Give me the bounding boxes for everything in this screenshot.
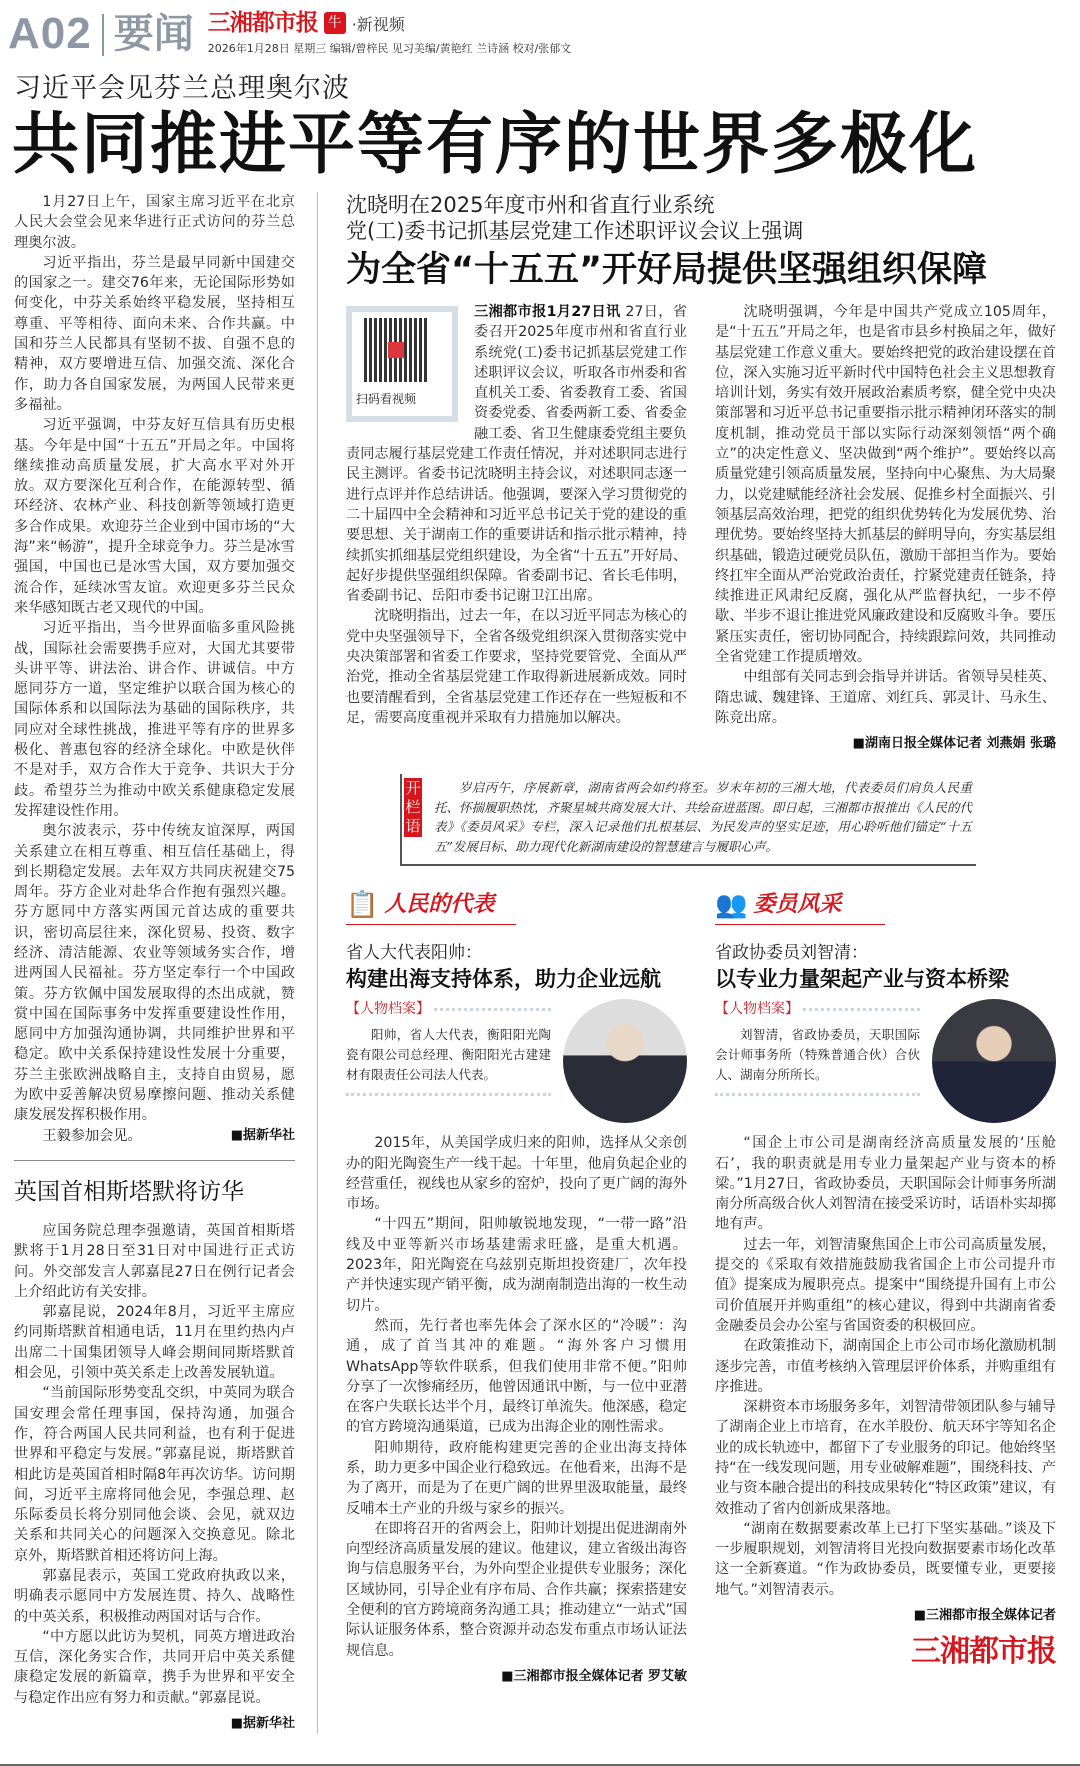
dossier-tag-row: [346, 999, 551, 1019]
app-name: ·新视频: [351, 14, 405, 34]
party-article-body: [346, 302, 1056, 728]
paragraph: 应国务院总理李强邀请，英国首相斯塔默将于1月28日至31日对中国进行正式访问。外交部发言人郭嘉昆27日在例行记者会上介绍此访有关安排。: [14, 1222, 295, 1300]
paragraph: “中方愿以此访为契机，同英方增进政治互信，深化务实合作，共同开启中英关系健康稳定发展的新篇章，携手为世界和平安全与稳定作出应有努力和贡献。”郭嘉昆说。: [14, 1628, 295, 1706]
right-area: [346, 192, 1056, 1687]
profile-headline: 以专业力量架起产业与资本桥梁: [715, 967, 1009, 992]
column-header-member: [715, 888, 885, 925]
deputy-article-body: [346, 1133, 687, 1661]
paragraph: 郭嘉昆说，2024年8月，习近平主席应约同斯塔默首相通电话，11月在里约热内卢出席二十国集团领导人峰会期间同斯塔默首相会见，引领中英关系走上改善发展轨道。: [14, 1304, 295, 1382]
paragraph: 在政策推动下，湖南国企上市公司市场化激励机制逐步完善，市值考核纳入管理层评价体系，并购重组有序推进。: [715, 1338, 1056, 1395]
paragraph: 习近平指出，芬兰是最早同新中国建交的国家之一。建交76年来，无论国际形势如何变化，中芬关系始终平稳发展，坚持相互尊重、平等相待、面向未来、合作共赢。中国和芬兰人民都具有坚韧不拔、自强不息的精神，双方要增进互信、加强交流、深化合作，助力各自国家发展，为两国人民带来更多福祉。: [14, 254, 295, 413]
paragraph: 在即将召开的省两会上，阳帅计划提出促进湖南外向型经济高质量发展的建议。他建议，建立省级出海咨询与信息服务平台，为外向型企业提供专业服务；深化区域协同，引导企业有序布局、合作共赢；探索搭建安全便利的官方跨境商务沟通工具；推动建立“一站式”国际认证服务体系，整合资源并动态发布重点市场认证法规信息。: [346, 1520, 688, 1659]
party-subtitle: 沈晓明在2025年度市州和省直行业系统: [346, 193, 715, 217]
paragraph: 深耕资本市场服务多年，刘智清带领团队参与辅导了湖南企业上市培育，在水羊股份、航天环宇等知名企业的成长轨迹中，都留下了专业服务的印记。他始终坚持“在一线发现问题，用专业破解难题”，围绕科技、产业与资本融合提出的科技成果转化“特区政策”建议，有效推动了省内创新成果落地。: [715, 1399, 1057, 1517]
paragraph: “当前国际形势变乱交织，中英同为联合国安理会常任理事国，保持沟通，加强合作，符合两国人民共同利益，也有利于促进世界和平稳定与发展。”郭嘉昆说，斯塔默首相此访是英国首相时隔8年再次访华。访问期间，习近平主席将同他会见，李强总理、赵乐际委员长将分别同他会谈、会见，就双边关系和共同关心的问题深入交换意见。除北京外，斯塔默首相还将访问上海。: [14, 1385, 295, 1564]
paragraph: 27日，省委召开2025年度市州和省直行业系统党(工)委书记抓基层党建工作述职评议会议，听取各市州委和省直机关工委、省委教育工委、省国资委党委、省委两新工委、省委金融工委、省卫生健康委党组主要负责同志履行基层党建工作责任情况，并对述职同志进行民主测评。省委书记沈晓明主持会议，对述职同志逐一进行点评并作总结讲话。他强调，要深入学习贯彻党的二十届四中全会精神和习近平总书记关于党的建设的重要思想、关于湖南工作的重要讲话和指示批示精神，持续抓实抓细基层党组织建设，为全省“十五五”开好局、起好步提供坚强组织保障。省委副书记、省长毛伟明，省委副书记、岳阳市委书记谢卫江出席。: [346, 304, 688, 605]
paragraph: 过去一年，刘智清聚焦国企上市公司高质量发展，提交的《采取有效措施鼓励我省国企上市公司提升市值》提案成为履职亮点。提案中“围绕提升国有上市公司价值展开并购重组”的核心建议，得到中共湖南省委金融委员会办公室与省国资委的积极回应。: [715, 1236, 1056, 1334]
dotted-rule: [434, 1008, 551, 1011]
profile-subtitle: 省人大代表阳帅：: [346, 943, 482, 964]
dossier-row: [346, 999, 687, 1123]
paragraph: 奥尔波表示，芬中传统友谊深厚，两国关系建立在相互尊重、相互信任基础上，得到长期稳定发展。去年双方共同庆祝建交75周年。芬方企业对赴华合作抱有强烈兴趣。芬方愿同中方落实两国元首达成的重要共识，密切高层往来，深化贸易、投资、数字经济、清洁能源、农业等领域务实合作，增进两国人民福祉。芬方坚定奉行一个中国政策。芬方钦佩中国发展取得的杰出成就，赞赏中国在国际事务中发挥重要建设性作用，愿同中方加强沟通协调，共同维护世界和平稳定。欧中关系保持建设性发展十分重要，芬兰主张欧洲战略自主，支持自由贸易，愿为欧中妥善解决贸易摩擦问题、推动关系健康发展发挥积极作用。: [14, 823, 295, 1124]
uk-article-body: [14, 1221, 295, 1708]
brand-block: [208, 10, 572, 56]
column-header-deputy: [346, 888, 516, 925]
dossier-row: [715, 999, 1056, 1123]
page-number: A02: [8, 9, 92, 58]
column-intro-box: [400, 774, 976, 866]
header-divider: [102, 14, 104, 56]
paragraph: 王毅参加会见。: [42, 1127, 142, 1144]
article-divider: [14, 1160, 295, 1161]
source-credit: ■据新华社: [230, 1127, 295, 1143]
party-headline: 为全省“十五五”开好局提供坚强组织保障: [346, 250, 988, 290]
paragraph: 中组部有关同志到会指导并讲话。省领导吴桂英、隋忠诚、魏建锋、王道席、刘红兵、郭灵计、马永生、陈竞出席。: [715, 669, 1056, 726]
paragraph: 阳帅期待，政府能构建更完善的企业出海支持体系，助力更多中国企业行稳致远。在他看来，出海不是为了离开，而是为了在更广阔的世界里汲取能量，最终反哺本土产业的升级与家乡的振兴。: [346, 1439, 687, 1517]
lead-kicker: 习近平会见芬兰总理奥尔波: [14, 73, 350, 104]
deputy-photo: [563, 999, 687, 1123]
party-byline: ■湖南日报全媒体记者 刘燕娟 张璐: [852, 736, 1056, 752]
uk-article-title: 英国首相斯塔默将访华: [14, 1178, 244, 1205]
lead-closing: [14, 1126, 295, 1146]
dossier-text: 刘智清，省政协委员，天职国际会计师事务所（特殊普通合伙）合伙人、湖南分所所长。: [715, 1027, 920, 1083]
left-column: [14, 192, 318, 1734]
party-subtitle: 党(工)委书记抓基层党建工作述职评议会议上强调: [346, 219, 804, 243]
dateline: 2026年1月28日 星期三 编辑/曾梓民 见习美编/黄艳红 兰诗涵 校对/张郁文: [207, 42, 572, 55]
dossier-tag-row: [715, 999, 920, 1019]
profile-headline: 构建出海支持体系，助力企业远航: [346, 967, 661, 992]
app-logo-icon: 牛: [324, 12, 346, 34]
brand-row: [208, 10, 572, 36]
dotted-rule: [803, 1008, 920, 1011]
deputy-profile: [346, 888, 687, 1687]
lead-article-body: [14, 192, 295, 1126]
column-title: 人民的代表: [384, 892, 495, 918]
paragraph: “湖南在数据要素改革上已打下坚实基础。”谈及下一步履职规划，刘智清将目光投向数据要素市场化改革这一全新赛道。“作为政协委员，既要懂专业，更要接地气。”刘智清表示。: [715, 1520, 1056, 1598]
page-main: [0, 192, 1080, 1764]
member-byline: ■三湘都市报全媒体记者: [913, 1608, 1056, 1624]
qr-code-icon[interactable]: [364, 318, 428, 382]
dossier-box: [715, 999, 920, 1096]
paragraph: 2015年，从美国学成归来的阳帅，选择从父亲创办的阳光陶瓷生产一线干起。十年里，他肩负起企业的经营重任，视线也从家乡的窑炉，投向了更广阔的海外市场。: [346, 1135, 687, 1213]
paragraph: “国企上市公司是湖南经济高质量发展的‘压舱石’，我的职责就是用专业力量架起产业与资本的桥梁。”1月27日，省政协委员，天职国际会计师事务所湖南分所高级合伙人刘智清在接受采访时，话语朴实却掷地有声。: [715, 1135, 1056, 1233]
column-intro-label: 开栏语: [405, 779, 421, 836]
section-name: 要闻: [113, 11, 194, 57]
profile-subtitle: 省政协委员刘智清：: [715, 943, 868, 964]
column-title: 委员风采: [753, 892, 842, 918]
member-profile: [715, 888, 1056, 1687]
paragraph: “十四五”期间，阳帅敏锐地发现，“一带一路”沿线及中亚等新兴市场基建需求旺盛，是重大机遇。2023年，阳光陶瓷在乌兹别克斯坦投资建厂，次年投产并快速实现产销平衡，成为湖南制造出海的一枚生动切片。: [346, 1216, 687, 1314]
qr-code-box[interactable]: [346, 306, 458, 422]
dossier-tag: 【人物档案】: [715, 1001, 799, 1018]
paragraph: 习近平强调，中芬友好互信具有历史根基。今年是中国“十五五”开局之年。中国将继续推动高质量发展，扩大高水平对外开放。双方要深化互利合作，在能源转型、循环经济、农林产业、科技创新等领域打造更多合作成果。欢迎芬兰企业到中国市场的“大海”来“畅游”，提升全球竞争力。芬兰是冰雪强国，中国也已是冰雪大国，双方要加强交流合作，延续冰雪友谊。欢迎更多芬兰民众来华感知既古老又现代的中国。: [14, 417, 295, 616]
member-photo: [932, 999, 1056, 1123]
paragraph: 沈晓明强调，今年是中国共产党成立105周年，是“十五五”开局之年，也是省市县乡村换届之年，做好基层党建工作意义重大。要始终把党的政治建设摆在首位，深入实施习近平新时代中国特色社会主义思想教育培训计划，务实有效开展政治素质考察，健全党中央决策部署和习近平总书记重要指示批示精神闭环落实的制度机制，推动党员干部以实际行动深刻领悟“两个确立”的决定性意义、坚决做到“两个维护”。要始终以高质量党建引领高质量发展，坚持向中心聚焦、为大局聚力，以党建赋能经济社会发展、促推乡村全面振兴、引领基层高效治理，把党的组织优势转化为发展优势、治理优势。要始终坚持大抓基层的鲜明导向，夯实基层组织基础，锻造过硬党员队伍，激励干部担当作为。要始终扛牢全面从严治党政治责任，拧紧党建责任链条，持续推进正风肃纪反腐，强化从严监督执纪，一步不停歇、半步不退让推进党风廉政建设和反腐败斗争。要压紧压实责任，密切协同配合，持续跟踪问效，共同推动全省党建工作提质增效。: [715, 304, 1057, 666]
paragraph: 郭嘉昆表示，英国工党政府执政以来，明确表示愿同中方发展连贯、持久、战略性的中英关系，积极推动两国对话与合作。: [14, 1568, 295, 1625]
page-header: [0, 0, 1080, 66]
dossier-box: [346, 999, 551, 1096]
paragraph: 沈晓明指出，过去一年，在以习近平同志为核心的党中央坚强领导下，全省各级党组织深入贯彻落实党中央决策部署和省委工作要求，坚持党要管党、全面从严治党，推动全省基层党建工作取得新进展新成效。同时也要清醒看到，全省基层党建工作还存在一些短板和不足，需要高度重视并采取有力措施加以解决。: [346, 608, 687, 726]
source-credit: ■据新华社: [230, 1716, 295, 1732]
clipboard-person-icon: 📋: [346, 890, 379, 921]
profiles: [346, 888, 1056, 1687]
newspaper-watermark: 三湘都市报: [911, 1634, 1056, 1670]
qr-caption: 扫码看视频: [356, 392, 417, 406]
dateline: 三湘都市报1月27日讯: [474, 304, 621, 320]
newspaper-logo: 三湘都市报: [207, 10, 318, 36]
member-article-body: [715, 1133, 1056, 1600]
paragraph: 习近平指出，当今世界面临多重风险挑战，国际社会需要携手应对，大国尤其要带头讲平等、讲法治、讲合作、讲诚信。中方愿同芬方一道，坚定维护以联合国为核心的国际体系和以国际法为基础的国际秩序，共同应对全球性挑战，推进平等有序的世界多极化、普惠包容的经济全球化。中欧是伙伴不是对手，双方合作大于竞争、共识大于分歧。希望芬兰为推动中欧关系健康稳定发展发挥建设性作用。: [14, 620, 295, 819]
paragraph: 1月27日上午，国家主席习近平在北京人民大会堂会见来华进行正式访问的芬兰总理奥尔波。: [14, 194, 295, 251]
paragraph: 然而，先行者也率先体会了深水区的“冷暖”：沟通，成了首当其冲的难题。“海外客户习惯用WhatsApp等软件联系，但我们使用非常不便。”阳帅分享了一次惨痛经历，他曾因通讯中断，与一位中亚潜在客户失联长达半个月，最终订单流失。他深感，稳定的官方跨境沟通渠道，已成为出海企业的刚性需求。: [346, 1317, 687, 1436]
people-group-icon: 👥: [715, 890, 748, 921]
dossier-text: 阳帅，省人大代表，衡阳阳光陶瓷有限公司总经理、衡阳阳光古建建材有限责任公司法人代表。: [346, 1027, 551, 1083]
lead-headline: 共同推进平等有序的世界多极化: [12, 105, 978, 183]
column-intro-text: 岁启丙午，序展新章，湖南省两会如约将至。岁末年初的三湘大地，代表委员们肩负人民重托、怀揣履职热忱，齐聚星城共商发展大计、共绘奋进蓝图。即日起，三湘都市报推出《人民的代表》《委员风采》专栏，深入记录他们扎根基层、为民发声的坚实足迹，用心聆听他们锚定“十五五”发展目标、助力现代化新湖南建设的智慧建言与履职心声。: [434, 780, 972, 854]
deputy-byline: ■三湘都市报全媒体记者 罗艾敏: [501, 1668, 687, 1684]
dossier-tag: 【人物档案】: [346, 1001, 430, 1018]
